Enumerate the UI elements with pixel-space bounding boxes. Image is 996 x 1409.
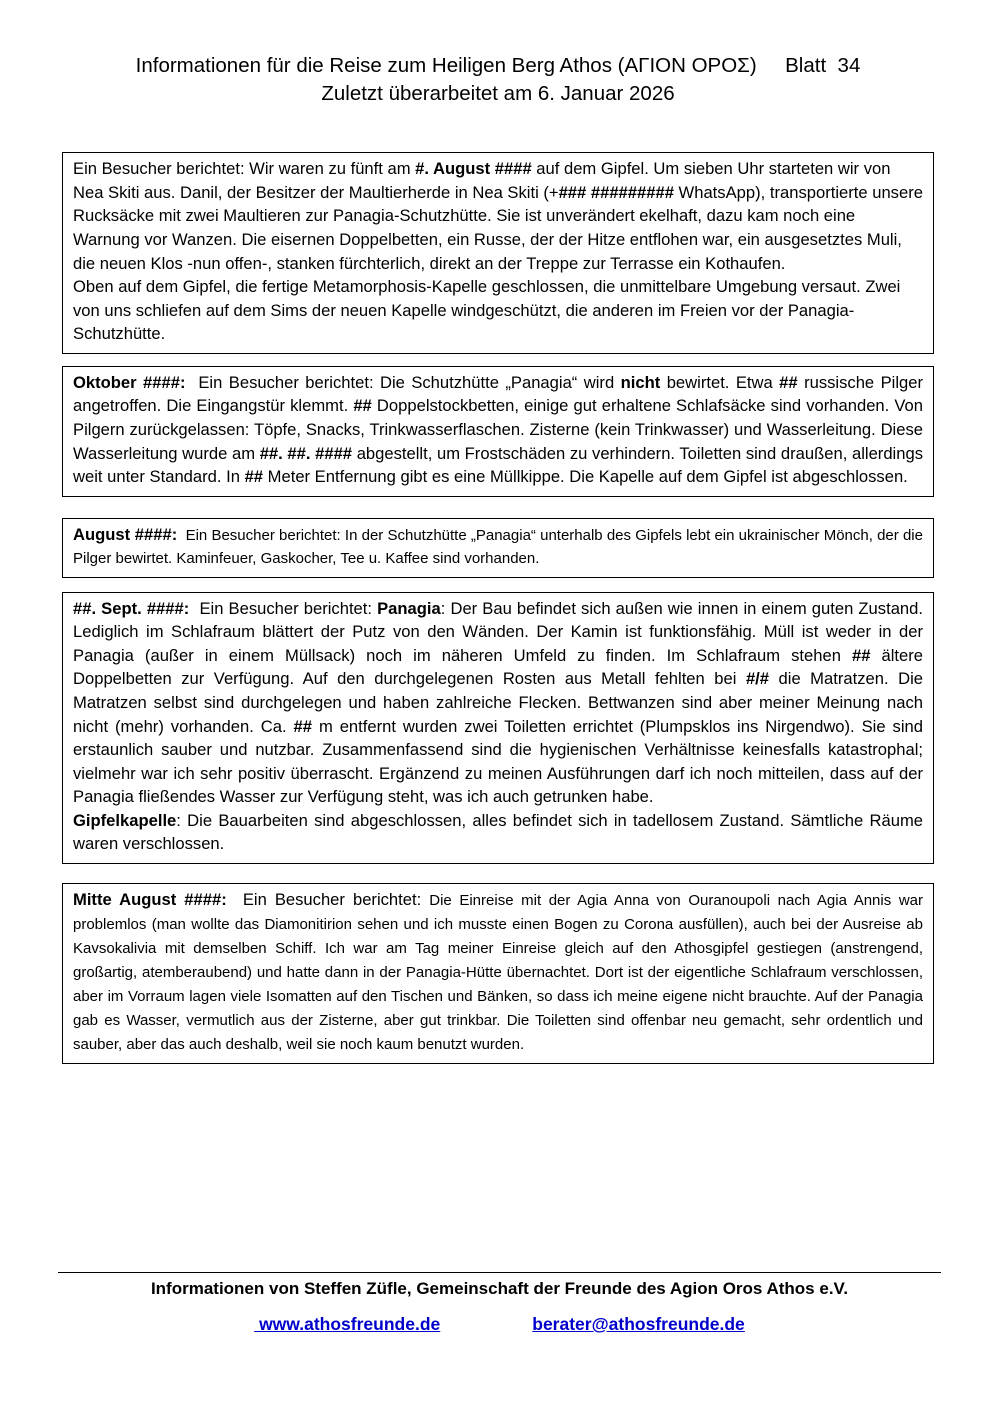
- report-box-mitte-august: [62, 883, 934, 1064]
- page-header: [0, 52, 996, 107]
- text-segment: die Matratzen. Die Matratzen selbst sind durchgelegen und haben zahlreiche Flecken. Bettwanzen sind aber meiner Meinung nach nicht (mehr) vorhanden. Ca.: [73, 669, 923, 736]
- text-segment: Ein Besucher berichtet: Die Schutzhütte „Panagia“ wird: [185, 372, 621, 392]
- text-segment: WhatsApp), transportierte unsere Rucksäcke mit zwei Maultieren zur Panagia-Schutzhütte. Sie ist unverändert ekelhaft, dazu kam noch eine Warnung vor Wanzen. Die eisernen Doppelbetten, ein Russe, der der Hitze entflohen war, ein ausgesetztes Muli, die neuen Klos -nun offen-, stanken fürchterlich, direkt an der Treppe zur Terrasse ein Kothaufen.: [73, 182, 923, 273]
- page-title: Informationen für die Reise zum Heiligen Berg Athos (ΑΓΙΟΝ ΟΡΟΣ) Blatt 34: [135, 54, 861, 77]
- paragraph: [73, 597, 923, 809]
- text-segment: [177, 527, 185, 544]
- text-segment: ##. Sept. ####:: [73, 598, 190, 618]
- text-segment: Mitte August ####:: [73, 889, 227, 909]
- text-segment: Ein Besucher berichtet:: [189, 598, 378, 618]
- text-segment: ##. ##. ####: [259, 443, 353, 463]
- paragraph: [73, 157, 923, 275]
- text-segment: ##: [851, 645, 871, 665]
- paragraph: [73, 523, 923, 570]
- text-segment: ##: [293, 716, 312, 736]
- email-link[interactable]: berater@athosfreunde.de: [532, 1314, 745, 1334]
- text-segment: Doppelstockbetten, einige gut erhaltene Schlafsäcke sind vorhanden. Von Pilgern zurückgelassen: Töpfe, Snacks, Trinkwasserflaschen. Zisterne (kein Trinkwasser) und Wasserleitung. Diese Wasserleitung wurde am: [73, 396, 923, 463]
- text-segment: #. August ####: [415, 159, 532, 179]
- text-segment: Oben auf dem Gipfel, die fertige Metamorphosis-Kapelle geschlossen, die unmittelbare Umgebung versaut. Zwei von uns schliefen auf dem Sims der neuen Kapelle windgeschützt, die anderen im Freien vor der Panagia-Schutzhütte.: [73, 277, 901, 344]
- paragraph: [73, 371, 923, 489]
- text-segment: Gipfelkapelle: [73, 810, 177, 830]
- text-segment: bewirtet. Etwa: [660, 372, 780, 392]
- footer-links: [58, 1314, 941, 1335]
- text-segment: ##: [244, 467, 264, 487]
- text-segment: ##: [779, 372, 798, 392]
- text-segment: #/#: [745, 669, 770, 689]
- text-segment: auf dem Gipfel. Um sieben Uhr starteten wir von Nea Skiti aus. Danil, der Besitzer der Maultierherde in Nea Skiti (+: [73, 159, 891, 202]
- text-segment: ältere Doppelbetten zur Verfügung. Auf den durchgelegenen Rosten aus Metall fehlten bei: [73, 645, 923, 689]
- report-box-september-panagia: [62, 592, 934, 864]
- text-segment: Ein Besucher berichtet:: [226, 889, 430, 909]
- paragraph: [73, 275, 923, 346]
- attribution-text: Informationen von Steffen Züfle, Gemeinschaft der Freunde des Agion Oros Athos e.V.: [150, 1279, 849, 1298]
- report-box-oktober: [62, 366, 934, 497]
- report-box-august-moench: [62, 518, 934, 578]
- text-segment: ### #########: [558, 182, 674, 202]
- paragraph: [73, 809, 923, 856]
- text-segment: Oktober ####:: [73, 372, 186, 392]
- text-segment: Meter Entfernung gibt es eine Müllkippe. Die Kapelle auf dem Gipfel ist abgeschlossen.: [263, 467, 908, 487]
- text-segment: m entfernt wurden zwei Toiletten errichtet (Plumpsklos ins Nirgendwo). Sie sind erstaunlich sauber und nutzbar. Zusammenfassend sind die hygienischen Verhältnisse keinesfalls katastrophal; vielmehr war ich sehr positiv überrascht. Ergänzend zu meinen Ausführungen darf ich noch mitteilen, dass auf der Panagia fließendes Wasser zur Verfügung steht, was ich auch getrunken habe.: [73, 716, 923, 807]
- text-segment: : Der Bau befindet sich außen wie innen in einem guten Zustand. Lediglich im Schlafraum blättert der Putz von den Wänden. Der Kamin ist funktionsfähig. Müll ist weder in der Panagia (außer in einem Müllsack) noch im näheren Umfeld zu finden. Im Schlafraum stehen: [73, 598, 923, 665]
- text-segment: August ####:: [73, 524, 178, 544]
- paragraph: [73, 888, 923, 1056]
- text-segment: Panagia: [377, 598, 441, 618]
- text-segment: Die Einreise mit der Agia Anna von Ouranoupoli nach Agia Annis war problemlos (man wollte das Diamonitirion sehen und ich musste einen Bogen zu Corona ausfüllen), auch bei der Ausreise ab Kavsokalivia mit demselben Schiff. Ich war am Tag meiner Einreise gleich auf den Athosgipfel gestiegen (anstrengend, großartig, atemberaubend) und hatte dann in der Panagia-Hütte übernachtet. Dort ist der eigentliche Schlafraum verschlossen, aber im Vorraum lagen viele Isomatten auf den Tischen und Bänken, so dass ich meine eigene nicht brauchte. Auf der Panagia gab es Wasser, vermutlich aus der Zisterne, aber gut trinkbar. Die Toiletten sind offenbar neu gemacht, sehr ordentlich und sauber, aber das auch deshalb, weil sie noch kaum benutzt wurden.: [73, 891, 923, 1054]
- text-segment: Ein Besucher berichtet: In der Schutzhütte „Panagia“ unterhalb des Gipfels lebt ein ukrainischer Mönch, der die Pilger bewirtet. Kaminfeuer, Gaskocher, Tee u. Kaffee sind vorhanden.: [73, 526, 923, 568]
- text-segment: russische Pilger angetroffen. Die Eingangstür klemmt.: [73, 372, 924, 416]
- text-segment: nicht: [620, 372, 661, 392]
- text-segment: Ein Besucher berichtet: Wir waren zu fünft am: [73, 159, 416, 179]
- website-link[interactable]: www.athosfreunde.de: [254, 1314, 441, 1334]
- report-box-august-gipfel: [62, 152, 934, 354]
- text-segment: abgestellt, um Frostschäden zu verhindern. Toiletten sind draußen, allerdings weit unter Standard. In: [73, 443, 923, 487]
- text-segment: ##: [353, 396, 372, 416]
- page-subtitle: Zuletzt überarbeitet am 6. Januar 2026: [321, 81, 675, 105]
- page-footer: [58, 1272, 941, 1335]
- text-segment: : Die Bauarbeiten sind abgeschlossen, alles befindet sich in tadellosem Zustand. Sämtliche Räume waren verschlossen.: [73, 810, 923, 854]
